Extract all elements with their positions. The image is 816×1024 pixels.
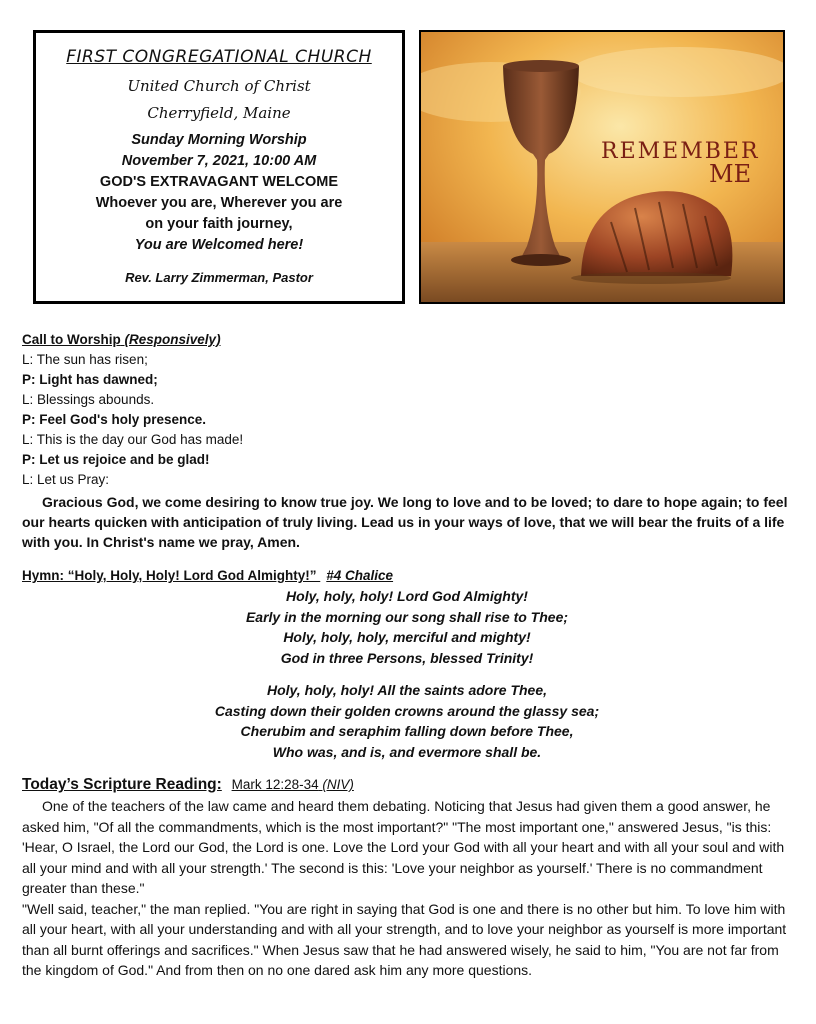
hymn-line: Holy, holy, holy! All the saints adore Thee,: [266, 682, 548, 698]
church-name: FIRST CONGREGATIONAL CHURCH: [66, 47, 372, 67]
service-date: November 7, 2021, 10:00 AM: [121, 153, 317, 169]
litany-line: P: Let us rejoice and be glad!: [22, 452, 210, 467]
hymn-line: Casting down their golden crowns around the glassy sea;: [214, 702, 600, 719]
hymn-line: Who was, and is, and evermore shall be.: [272, 743, 542, 760]
scripture-paragraph-2: "Well said, teacher," the man replied. "You are right in saying that God is one and there is no other but him. To love him with all your heart, with all your understanding and with all your strength, and to love your neighbor as yourself is more important than all burnt offerings and sacrifices." When Jesus saw that he had answered wisely, he said to him, "You are not far from the kingdom of God." And from then on no one dared ask him any more questions.: [22, 900, 787, 978]
litany-line: L: Let us Pray:: [22, 472, 110, 487]
welcome-line-1: Whoever you are, Wherever you are: [95, 195, 343, 211]
service-theme: GOD'S EXTRAVAGANT WELCOME: [99, 174, 339, 190]
hymn-line: Cherubim and seraphim falling down before Thee,: [240, 723, 574, 739]
hymn-verse-2: [22, 680, 792, 762]
denomination: United Church of Christ: [127, 77, 311, 95]
litany-line: P: Light has dawned;: [22, 372, 158, 387]
hymn-line: Early in the morning our song shall rise to Thee;: [245, 608, 569, 625]
scripture-reference: Mark 12:28-34: [231, 777, 319, 792]
litany-line: L: The sun has risen;: [22, 352, 148, 367]
scripture-version: (NIV): [322, 777, 354, 792]
hymn-verse-1: [22, 586, 792, 668]
litany-line: P: Feel God's holy presence.: [22, 412, 207, 427]
caption-remember: REMEMBER: [601, 139, 760, 164]
scripture-paragraph-1: One of the teachers of the law came and heard them debating. Noticing that Jesus had given them a good answer, he asked him, "Of all the commandments, which is the most important?" "The most important one," answered Jesus, "is this: 'Hear, O Israel, the Lord our God, the Lord is one. Love the Lord your God with all your heart and with all your soul and with all your mind and with all your strength.' The second is this: 'Love your neighbor as yourself.' There is no commandment greater than these.": [22, 798, 785, 896]
opening-prayer: Gracious God, we come desiring to know true joy. We long to love and to be loved; to dare to hope again; to feel our hearts quicken with anticipation of truly living. Lead us in your ways of love, that we will bear the fruits of a life with you. In Christ's name we pray, Amen.: [22, 494, 788, 550]
litany-line: L: This is the day our God has made!: [22, 432, 244, 447]
hymn-line: God in three Persons, blessed Trinity!: [280, 649, 534, 666]
hymn-line: Holy, holy, holy! Lord God Almighty!: [286, 588, 528, 604]
pastor-name: Rev. Larry Zimmerman, Pastor: [125, 270, 313, 285]
communion-image: [419, 30, 785, 304]
chalice-bread-illustration: [421, 32, 783, 302]
bulletin-header: [33, 30, 405, 304]
caption-me: ME: [709, 160, 752, 188]
call-to-worship-heading: Call to Worship (Responsively): [22, 332, 221, 347]
location: Cherryfield, Maine: [147, 104, 291, 122]
welcome-line-3: You are Welcomed here!: [134, 237, 304, 253]
litany-line: L: Blessings abounds.: [22, 392, 155, 407]
hymn-heading: Hymn: “Holy, Holy, Holy! Lord God Almighty!” #4 Chalice: [22, 568, 394, 583]
scripture-heading: Today’s Scripture Reading: Mark 12:28-34 (NIV): [22, 776, 354, 793]
hymn-line: Holy, holy, holy, merciful and mighty!: [283, 629, 531, 645]
bulletin-content: [22, 330, 792, 981]
welcome-line-2: on your faith journey,: [145, 216, 293, 232]
service-title: Sunday Morning Worship: [131, 132, 307, 148]
